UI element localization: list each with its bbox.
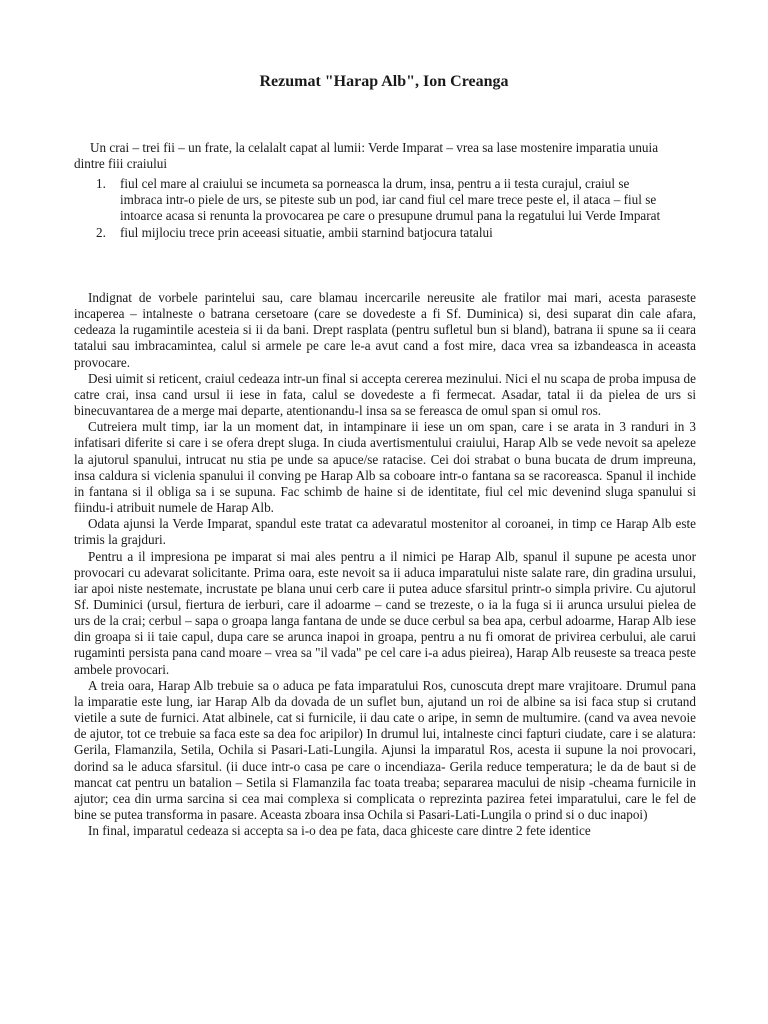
paragraph: Indignat de vorbele parintelui sau, care blamau incercarile nereusite ale fratilor mai mari, acesta paraseste incaperea – intalneste o batrana cersetoare (care se dovedeste a fi Sf. Duminica) si, desi suparat din cale afara, cedeaza la rugamintile acesteia si ii da bani. Drept rasplata (pentru sufletul bun si bland), batrana ii spune sa ii ceara tatalui sau imbracamintea, calul si armele pe care le-a avut cand a fost mire, daca vrea sa izbandeasca in aceasta provocare.	[74, 290, 696, 370]
paragraph: A treia oara, Harap Alb trebuie sa o aduca pe fata imparatului Ros, cunoscuta drept mare vrajitoare. Drumul pana la imparatie este lung, iar Harap Alb da dovada de un suflet bun, ajutand un roi de albine sa isi faca stup si crutand vietile a sute de furnici. Atat albinele, cat si furnicile, ii dau cate o aripe, in semn de multumire. (cand va avea nevoie de ajutor, tot ce trebuie sa faca este sa dea foc aripilor) In drumul lui, intalneste cinci fapturi ciudate, care i se alatura: Gerila, Flamanzila, Setila, Ochila si Pasari-Lati-Lungila. Ajunsi la imparatul Ros, acesta ii supune la noi provocari, dorind sa le aduca sfarsitul. (ii duce intr-o casa pe care o incendiaza- Gerila reduce temperatura; le da de baut si de mancat cat pentru un batalion – Setila si Flamanzila fac toata treaba; separarea macului de nisip -cheama furnicile in ajutor; cea din urma sarcina si cea mai complexa si complicata o reprezinta pazirea fetei imparatului, care le fel de bine se putea transforma in pasare. Aceasta zboara insa Ochila si Pasari-Lati-Lungila o prind si o duc inapoi)	[74, 677, 696, 822]
intro-paragraph: Un crai – trei fii – un frate, la celalalt capat al lumii: Verde Imparat – vrea sa lase mostenire imparatia unuia dintre fiii craiului	[74, 140, 659, 171]
numbered-list	[0, 176, 768, 242]
list-item-number: 2.	[96, 225, 106, 240]
list-item-text: fiul mijlociu trece prin aceeasi situatie, ambii starnind batjocura tatalui	[120, 225, 493, 240]
document-title: Rezumat "Harap Alb", Ion Creanga	[259, 73, 509, 90]
body-text	[74, 290, 696, 839]
paragraph: Cutreiera mult timp, iar la un moment dat, in intampinare ii iese un om span, care i se arata in 3 randuri in 3 infatisari diferite si care i se ofera drept sluga. In ciuda avertismentului craiului, Harap Alb se vede nevoit sa apeleze la ajutorul spanului, intrucat nu stia pe unde sa apuce/se ratacise. Cei doi strabat o buna bucata de drum impreuna, insa caldura si viclenia spanului il conving pe Harap Alb sa coboare intr-o fantana sa se racoreasca. Spanul il inchide in fantana si il obliga sa i se supuna. Fac schimb de haine si de identitate, fiul cel mic devenind sluga spanului si fiindu-i atribuit numele de Harap Alb.	[74, 419, 696, 516]
list-item	[0, 176, 668, 224]
paragraph: In final, imparatul cedeaza si accepta sa i-o dea pe fata, daca ghiceste care dintre 2 fete identice	[88, 823, 591, 839]
paragraph: Pentru a il impresiona pe imparat si mai ales pentru a il nimici pe Harap Alb, spanul il supune pe acesta unor provocari cu adevarat solicitante. Prima oara, este nevoit sa ii aduca imparatului niste salate rare, din gradina ursului, iar apoi niste nestemate, incrustate pe blana unui cerb care ii putea aduce sfarsitul printr-o simpla privire. Cu ajutorul Sf. Duminici (ursul, fiertura de ierburi, care il adoarme – cand se trezeste, o ia la fuga si ii arunca ursului pielea de urs de la crai; cerbul – sapa o groapa langa fantana de unde se duce cerbul sa bea apa, cerbul adoarme, Harap Alb iese din groapa si ii taie capul, dupa care se arunca inapoi in groapa, pentru a nu fi omorat de privirea cerbului, ale carui rugaminti persista pana cand moare – vrea sa "il vada" pe cel care i-a adus pieirea), Harap Alb reuseste sa treaca peste ambele provocari.	[74, 548, 696, 677]
list-item-number: 1.	[96, 176, 106, 191]
list-item-text: fiul cel mare al craiului se incumeta sa porneasca la drum, insa, pentru a ii testa curajul, craiul se imbraca intr-o piele de urs, se piteste sub un pod, iar cand fiul cel mare trece peste el, il ataca – fiul se intoarce acasa si renunta la provocarea pe care o presupune drumul pana la regatului lui Verde Imparat	[120, 176, 661, 223]
list-item	[0, 225, 668, 241]
paragraph: Desi uimit si reticent, craiul cedeaza intr-un final si accepta cererea mezinului. Nici el nu scapa de proba impusa de catre crai, insa cand ursul ii iese in fata, calul se dovedeste a fi fermecat. Asadar, tatal ii da pielea de urs si binecuvantarea de a merge mai departe, atentionandu-l insa sa se fereasca de omul span si omul ros.	[74, 370, 696, 419]
paragraph: Odata ajunsi la Verde Imparat, spandul este tratat ca adevaratul mostenitor al coroanei, in timp ce Harap Alb este trimis la grajduri.	[74, 516, 696, 548]
